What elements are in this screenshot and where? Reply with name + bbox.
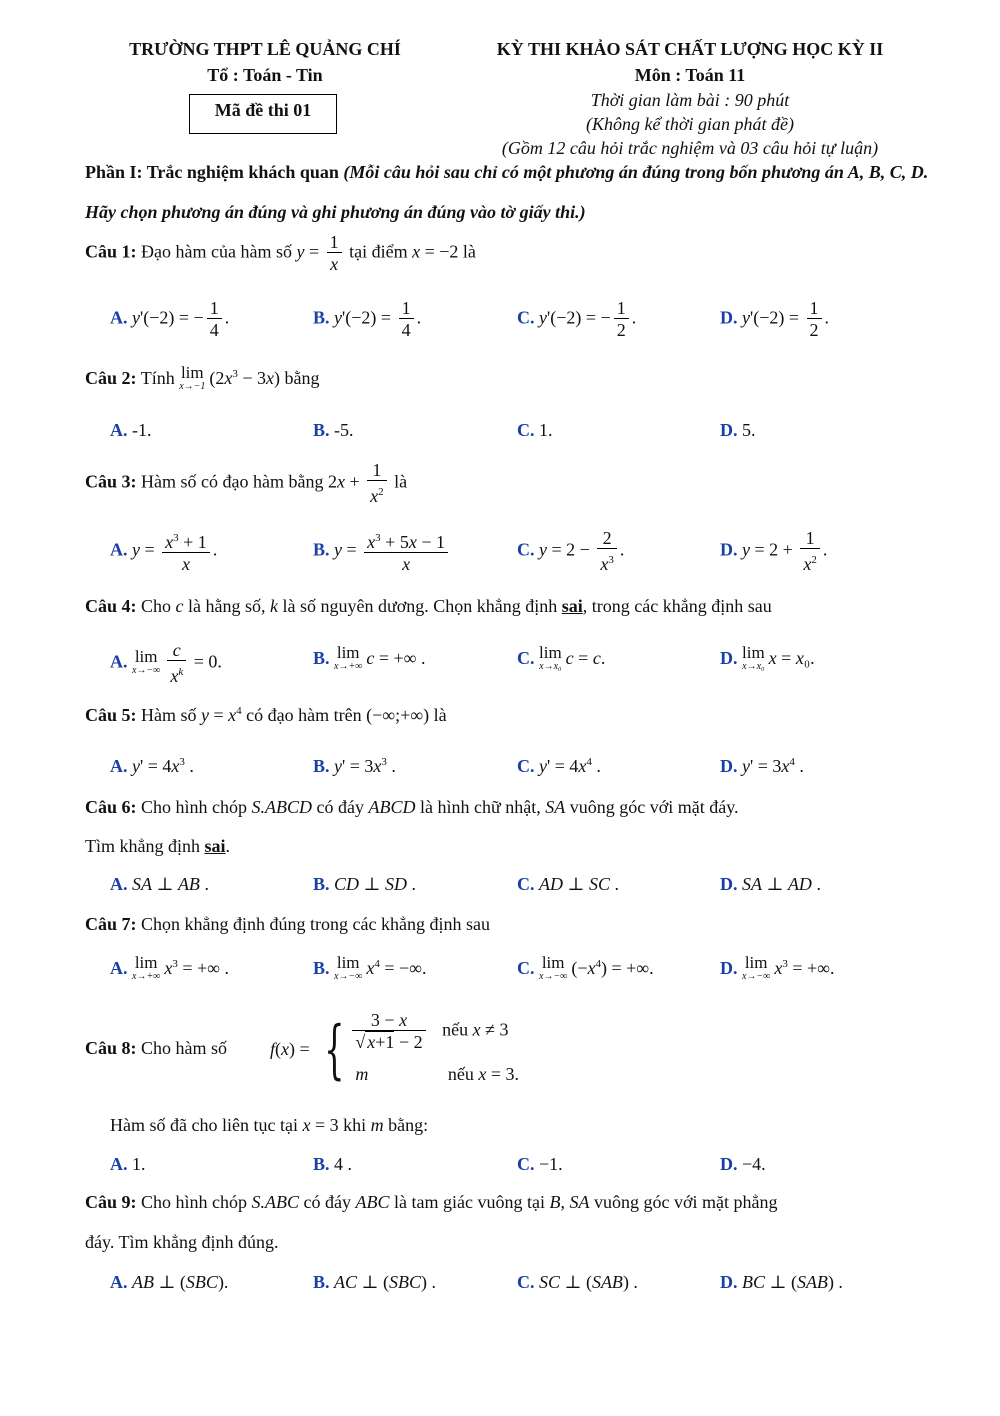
q9-option-d[interactable]: D. BC ⊥ (SAB) . [720,1272,843,1292]
part1-instruction: (Mỗi câu hỏi sau chỉ có một phương án đúng trong bốn phương án A, B, C, D. Hãy chọn phương án đúng và ghi phương án đúng vào tờ giấy thi.) [85,162,929,222]
question-label: Câu 3: [85,471,137,492]
question-label: Câu 4: [85,596,137,616]
exam-time-note: (Không kể thời gian phát đề) [585,114,795,134]
q4-option-a[interactable]: A. lim x→−∞ $\frac{c}{x^k}$ = 0. [110,640,222,686]
q7-option-a[interactable]: A. lim x→+∞ $x^3$ = +∞ . [110,953,229,982]
q2-option-c[interactable]: C. 1. [517,420,553,440]
emphasis-sai: sai [204,836,226,856]
q2-option-a[interactable]: A. -1. [110,420,152,440]
q1-option-c[interactable]: C. y'(−2) = − $\frac{1}{2}$ . [517,298,637,340]
q5-option-c[interactable]: C. $y' = 4x^4$ . [517,756,601,776]
question-4: Câu 4: Cho c là hằng số, k là số nguyên dương. Chọn khẳng định sai, trong các khẳng định sau [85,596,772,616]
q5-option-b[interactable]: B. $y' = 3x^3$ . [313,756,396,776]
subject: Môn : Toán 11 [634,65,746,85]
question-text: vuông góc với mặt phẳng [593,1192,778,1212]
question-label: Câu 9: [85,1192,137,1212]
q6-option-b[interactable]: B. CD ⊥ SD . [313,874,416,894]
q8-option-a[interactable]: A. 1. [110,1154,146,1174]
case-text: nếu [447,1064,474,1084]
question-text: Hàm số [141,705,197,725]
q3-option-c[interactable]: C. y = 2 − $\frac{2}{x^3}$ . [517,528,625,574]
piecewise-function: f(x) = { $\frac{3 - x}{√ x+1 - 2}$ nếu x ≠ 3 m nếu x = 3. [270,1010,520,1087]
question-text: Hàm số có đạo hàm bằng [141,471,324,492]
q5-option-a[interactable]: A. $y' = 4x^3$ . [110,756,194,776]
q9-option-a[interactable]: A. AB ⊥ (SBC). [110,1272,229,1292]
question-label: Câu 6: [85,797,137,817]
question-text: , trong các khẳng định sau [582,596,772,616]
q1-option-a[interactable]: A. y'(−2) = − $\frac{1}{4}$ . [110,298,230,340]
question-text: Cho hình chóp [141,797,248,817]
question-text: là [394,471,408,492]
exam-code-box: Mã đề thi 01 [189,94,337,134]
q7-option-c[interactable]: C. lim x→−∞ $(-x^4)$ = +∞. [517,953,654,982]
q3-option-a[interactable]: A. y = $\frac{x^3 + 1}{x}$ . [110,528,217,575]
q8-option-b[interactable]: B. 4 . [313,1154,353,1174]
question-text: tại điểm [349,241,408,262]
part1-heading [85,152,945,232]
question-text: Chọn khẳng định đúng trong các khẳng định sau [141,914,490,934]
question-text: có đáy [316,797,364,817]
question-text: là [433,705,447,725]
question-9-line2 [85,1232,278,1253]
department: Tổ : Toán - Tin [207,65,323,85]
q8-option-c[interactable]: C. −1. [517,1154,563,1174]
question-text: Đạo hàm của hàm số [141,241,292,262]
question-8-line2: Hàm số đã cho liên tục tại x = 3 khi m bằng: [110,1115,429,1135]
header-right [455,36,925,160]
q2-option-d[interactable]: D. 5. [720,420,756,440]
q4-option-c[interactable]: C. lim x→x₀ c = c. [517,643,606,672]
question-3: Câu 3: Hàm số có đạo hàm bằng 2x + $\frac{1}{x^2}$ là [85,460,408,506]
question-text: là số nguyên dương. Chọn khẳng định [282,596,558,616]
q6-option-c[interactable]: C. AD ⊥ SC . [517,874,619,894]
question-text: là hằng số, [188,596,266,616]
question-text: là hình chữ nhật, [420,797,541,817]
q8-option-d[interactable]: D. −4. [720,1154,766,1174]
q3-option-d[interactable]: D. y = 2 + $\frac{1}{x^2}$ . [720,528,828,574]
question-7 [85,914,490,935]
question-text: là tam giác vuông tại [394,1192,545,1212]
q1-option-b[interactable]: B. y'(−2) = $\frac{1}{4}$ . [313,298,422,340]
q4-option-d[interactable]: D. lim x→x₀ x = x₀. [720,643,815,672]
question-label: Câu 7: [85,914,137,934]
q6-option-d[interactable]: D. SA ⊥ AD . [720,874,821,894]
q9-option-b[interactable]: B. AC ⊥ (SBC) . [313,1272,436,1292]
question-text: vuông góc với mặt đáy. [569,797,739,817]
exam-title: KỲ THI KHẢO SÁT CHẤT LƯỢNG HỌC KỲ II [496,39,884,59]
question-label: Câu 1: [85,241,137,262]
question-text: Cho hình chóp [141,1192,248,1212]
part1-title: Phần I: Trắc nghiệm khách quan [85,162,339,182]
case-text: nếu [442,1019,469,1040]
question-6-line2: Tìm khẳng định sai. [85,836,231,856]
question-1: Câu 1: Đạo hàm của hàm số y = $\frac{1}{x}$ tại điểm x = −2 là [85,232,476,274]
q6-option-a[interactable]: A. SA ⊥ AB . [110,874,209,894]
question-text: có đáy [303,1192,351,1212]
question-2: Câu 2: Tính lim x→−1 $(2x^3 - 3x)$ bằng [85,363,320,392]
question-text: Tìm khẳng định [85,836,200,856]
question-text: Cho hàm số [141,1038,228,1058]
q7-option-b[interactable]: B. lim x→−∞ $x^4$ = −∞. [313,953,427,982]
question-label: Câu 5: [85,705,137,725]
q9-option-c[interactable]: C. SC ⊥ (SAB) . [517,1272,638,1292]
question-text: bằng [284,368,320,389]
emphasis-sai: sai [561,596,583,616]
question-text: Cho [141,596,172,616]
q2-option-b[interactable]: B. -5. [313,420,354,440]
header-left [100,36,430,88]
school-name: TRƯỜNG THPT LÊ QUẢNG CHÍ [129,39,401,59]
question-5: Câu 5: Hàm số $y = x^4$ có đạo hàm trên (−∞;+∞) là [85,705,447,725]
question-label: Câu 2: [85,368,137,389]
question-text: Tính [140,368,175,389]
exam-time: Thời gian làm bài : 90 phút [590,90,790,110]
question-text: đáy. Tìm khẳng định đúng. [85,1232,279,1252]
question-9: Câu 9: Cho hình chóp S.ABC có đáy ABC là tam giác vuông tại B, SA vuông góc với mặt phẳng [85,1192,778,1212]
q5-option-d[interactable]: D. $y' = 3x^4$ . [720,756,804,776]
exam-composition: (Gồm 12 câu hỏi trắc nghiệm và 03 câu hỏi tự luận) [501,138,879,158]
question-text: là [462,241,476,262]
q3-option-b[interactable]: B. y = $\frac{x^3 + 5x - 1}{x}$ [313,528,451,575]
q4-option-b[interactable]: B. lim x→+∞ c = +∞ . [313,643,426,672]
question-text: có đạo hàm trên [246,705,362,725]
q1-option-d[interactable]: D. y'(−2) = $\frac{1}{2}$ . [720,298,830,340]
question-label: Câu 8: [85,1038,137,1058]
question-6: Câu 6: Cho hình chóp S.ABCD có đáy ABCD là hình chữ nhật, SA vuông góc với mặt đáy. [85,797,739,817]
q7-option-d[interactable]: D. lim x→−∞ $x^3$ = +∞. [720,953,835,982]
question-8 [85,1038,227,1059]
